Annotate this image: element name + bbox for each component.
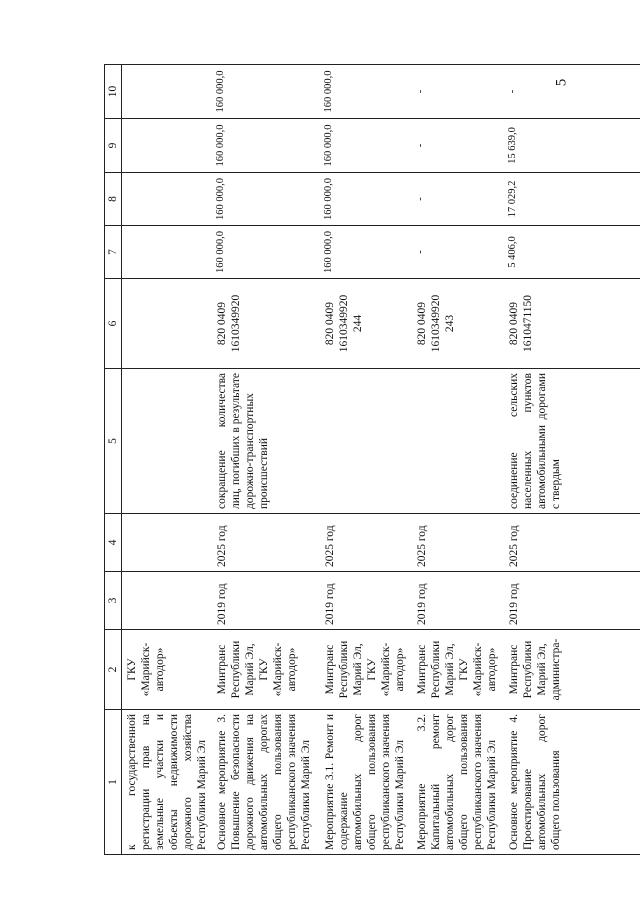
cell-budget-code: 820 0409 1610349920 244 <box>320 279 412 369</box>
cell-executor: ГКУ «Марийск-автодор» <box>122 630 213 710</box>
cell-budget-code: 820 0409 1610349920 243 <box>412 279 504 369</box>
table-row <box>412 65 504 855</box>
table-row <box>212 65 320 855</box>
cell-value-8: 160 000,0 <box>320 173 412 226</box>
cell-executor: Минтранс Республики Марий Эл, администра- <box>504 630 640 710</box>
column-header: 10 <box>105 65 122 119</box>
cell-value-9: 160 000,0 <box>320 119 412 173</box>
table-row <box>320 65 412 855</box>
cell-result <box>320 369 412 514</box>
cell-value-7: - <box>412 226 504 279</box>
page-number: 5 <box>553 78 570 87</box>
cell-value-7 <box>122 226 213 279</box>
cell-value-8: 17 029,2 <box>504 173 640 226</box>
column-header: 8 <box>105 173 122 226</box>
cell-value-10: 160 000,0 <box>212 65 320 119</box>
table-row <box>504 65 640 855</box>
cell-budget-code <box>122 279 213 369</box>
cell-value-8: 160 000,0 <box>212 173 320 226</box>
cell-value-10: - <box>504 65 640 119</box>
cell-value-9: - <box>412 119 504 173</box>
column-header: 9 <box>105 119 122 173</box>
column-header: 6 <box>105 279 122 369</box>
cell-end-year: 2025 год <box>504 514 640 572</box>
table-header-row <box>105 65 122 855</box>
cell-value-10: 160 000,0 <box>320 65 412 119</box>
cell-value-10: - <box>412 65 504 119</box>
cell-executor: Минтранс Республики Марий Эл, ГКУ «Марийск-автодор» <box>320 630 412 710</box>
cell-budget-code: 820 0409 1610349920 <box>212 279 320 369</box>
cell-value-8 <box>122 173 213 226</box>
cell-value-9 <box>122 119 213 173</box>
cell-activity: Мероприятие 3.2. Капитальный ремонт автомобильных дорог общего пользования республиканского значения Республики Марий Эл <box>412 710 504 855</box>
cell-activity: Мероприятие 3.1. Ремонт и содержание автомобильных дорог общего пользования республиканского значения Республики Марий Эл <box>320 710 412 855</box>
column-header: 5 <box>105 369 122 514</box>
cell-activity: Основное мероприятие 3. Повышение безопасности дорожного движения на автомобильных дорогах общего пользования республиканского значения Республики Марий Эл <box>212 710 320 855</box>
column-header: 1 <box>105 710 122 855</box>
cell-value-8: - <box>412 173 504 226</box>
cell-activity: Основное мероприятие 4. Проектирование автомобильных дорог общего пользования <box>504 710 640 855</box>
cell-value-9: 160 000,0 <box>212 119 320 173</box>
cell-start-year <box>122 572 213 630</box>
cell-start-year: 2019 год <box>212 572 320 630</box>
column-header: 4 <box>105 514 122 572</box>
cell-value-10 <box>122 65 213 119</box>
cell-start-year: 2019 год <box>320 572 412 630</box>
column-header: 3 <box>105 572 122 630</box>
cell-value-7: 160 000,0 <box>212 226 320 279</box>
cell-value-7: 5 406,0 <box>504 226 640 279</box>
cell-start-year: 2019 год <box>504 572 640 630</box>
cell-budget-code: 820 0409 1610471150 <box>504 279 640 369</box>
cell-result: соединение сельских населенных пунктов автомобильными дорогами с твердым <box>504 369 640 514</box>
cell-value-9: 15 639,0 <box>504 119 640 173</box>
column-header: 7 <box>105 226 122 279</box>
cell-end-year <box>122 514 213 572</box>
cell-result <box>412 369 504 514</box>
cell-executor: Минтранс Республики Марий Эл, ГКУ «Марийск-автодор» <box>412 630 504 710</box>
program-table <box>104 64 640 855</box>
cell-executor: Минтранс Республики Марий Эл, ГКУ «Марийск-автодор» <box>212 630 320 710</box>
rotated-table-container <box>104 65 640 855</box>
cell-end-year: 2025 год <box>412 514 504 572</box>
cell-result: сокращение количества лиц, погибших в результате дорожно-транспортных происшествий <box>212 369 320 514</box>
cell-result <box>122 369 213 514</box>
cell-activity: к государственной регистрации прав на земельные участки и объекты недвижимости дорожного хозяйства Республики Марий Эл <box>122 710 213 855</box>
cell-value-7: 160 000,0 <box>320 226 412 279</box>
table-row <box>122 65 213 855</box>
cell-end-year: 2025 год <box>212 514 320 572</box>
column-header: 2 <box>105 630 122 710</box>
cell-end-year: 2025 год <box>320 514 412 572</box>
cell-start-year: 2019 год <box>412 572 504 630</box>
